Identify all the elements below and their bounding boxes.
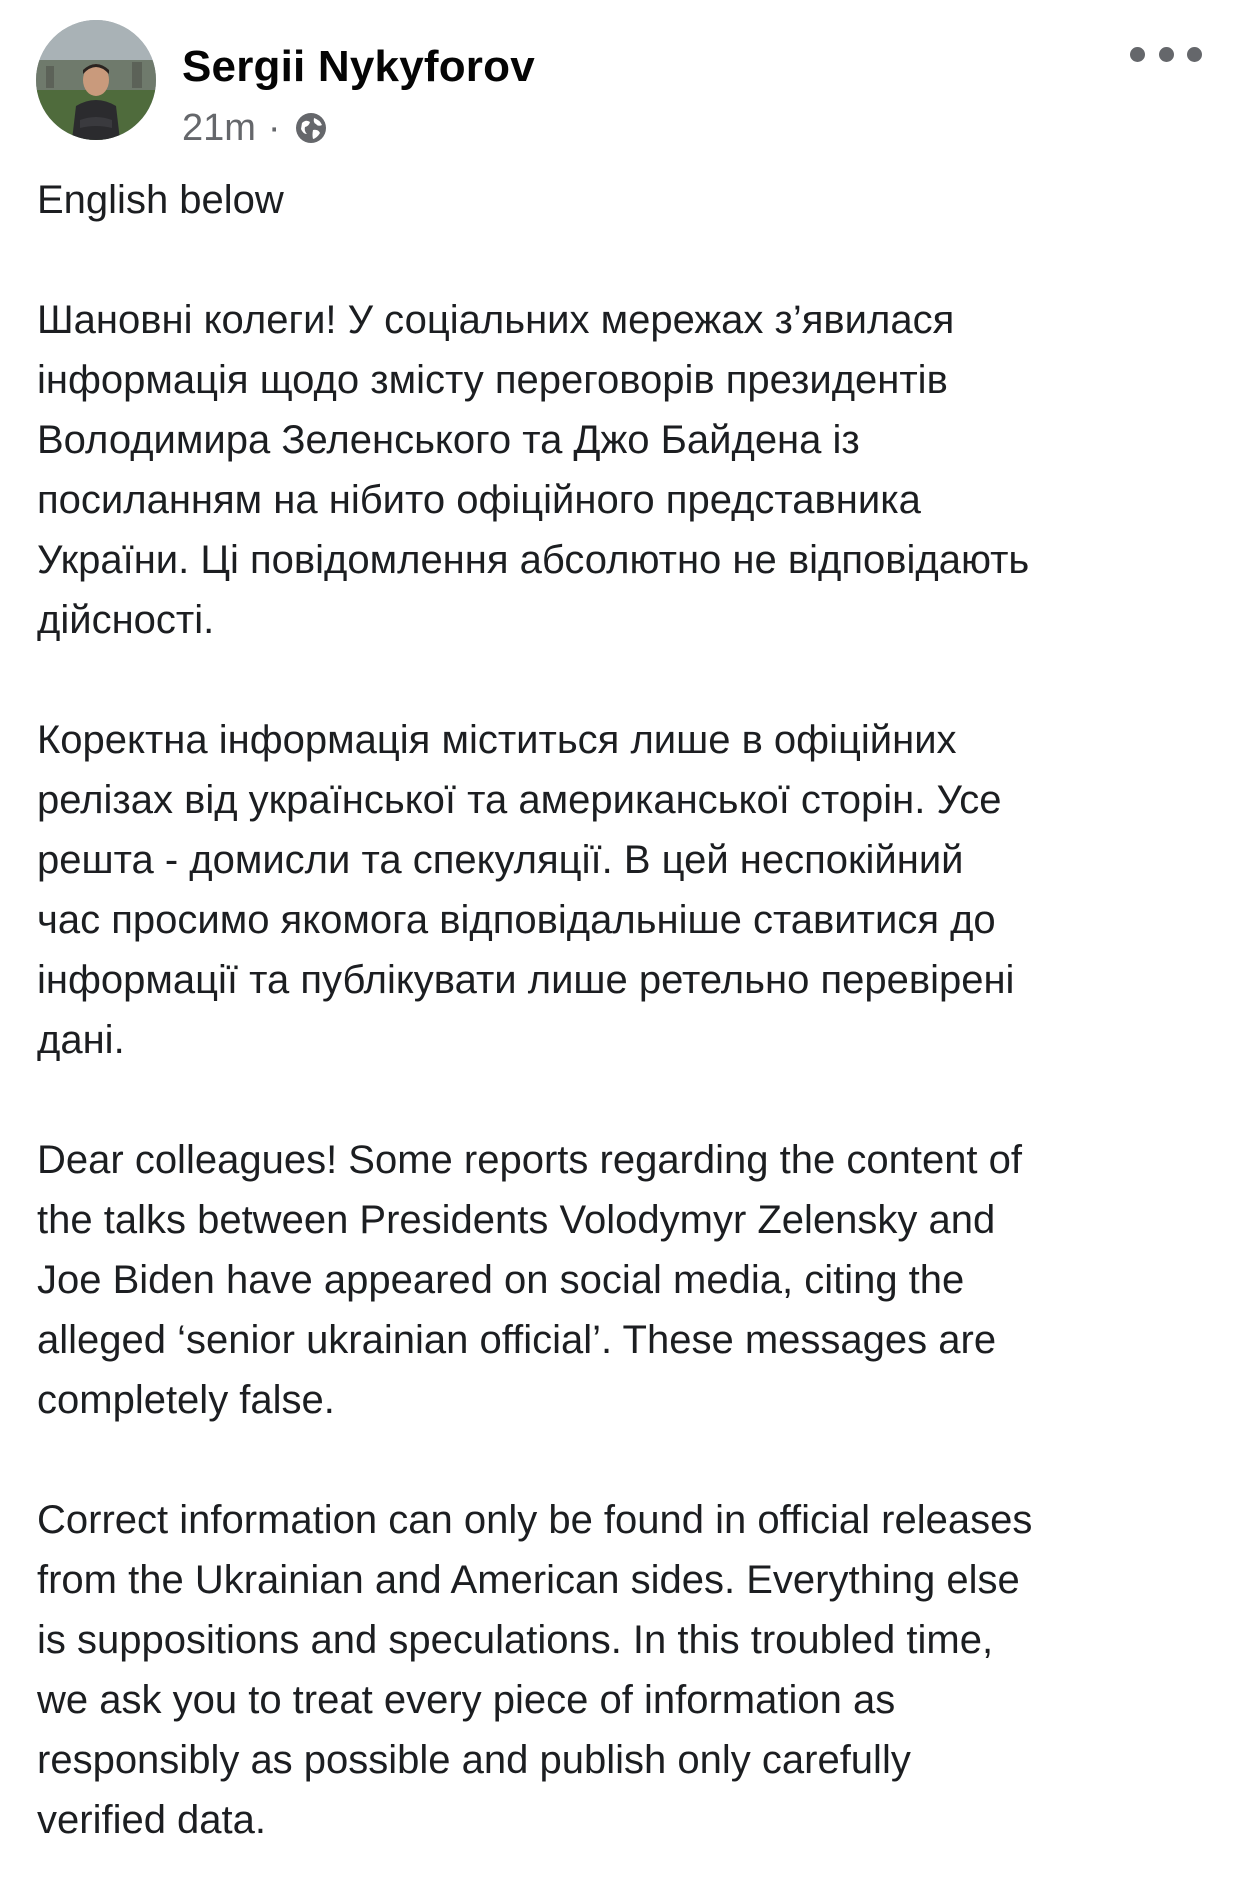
avatar-photo	[36, 20, 156, 140]
post-paragraph	[37, 1130, 1212, 1430]
globe-icon[interactable]	[293, 110, 329, 146]
paragraph-line: релізах від української та американської сторін. Усе	[37, 778, 1002, 822]
paragraph-line: Шановні колеги! У соціальних мережах з’явилася	[37, 298, 955, 342]
paragraph-line: інформація щодо змісту переговорів президентів	[37, 358, 948, 402]
more-dot	[1159, 47, 1174, 62]
paragraph-line: Володимира Зеленського та Джо Байдена із	[37, 418, 860, 462]
paragraph-line: інформації та публікувати лише ретельно перевірені	[37, 958, 1015, 1002]
paragraph-line: Коректна інформація міститься лише в офіційних	[37, 718, 957, 762]
author-name[interactable]: Sergii Nykyforov	[182, 42, 535, 91]
post-header	[36, 20, 1206, 148]
paragraph-line: we ask you to treat every piece of information as	[37, 1678, 896, 1722]
paragraph-line: is suppositions and speculations. In this troubled time,	[37, 1618, 994, 1662]
paragraph-line: Dear colleagues! Some reports regarding the content of	[37, 1138, 1023, 1182]
paragraph-line: responsibly as possible and publish only carefully	[37, 1738, 911, 1782]
post-timestamp[interactable]: 21m	[182, 106, 256, 149]
post-body	[37, 170, 1212, 1850]
paragraph-line: verified data.	[37, 1798, 267, 1842]
more-options-icon[interactable]	[1126, 34, 1206, 74]
post-paragraph	[37, 290, 1212, 650]
paragraph-line: English below	[37, 178, 284, 222]
more-dot	[1130, 47, 1145, 62]
post-paragraph	[37, 1490, 1212, 1850]
author-avatar[interactable]	[36, 20, 156, 140]
post-meta	[182, 104, 329, 152]
paragraph-line: України. Ці повідомлення абсолютно не відповідають	[37, 538, 1030, 582]
paragraph-line: посиланням на нібито офіційного представника	[37, 478, 921, 522]
paragraph-line: completely false.	[37, 1378, 335, 1422]
paragraph-line: Joe Biden have appeared on social media, citing the	[37, 1258, 965, 1302]
meta-separator: ·	[267, 106, 281, 149]
post-paragraph	[37, 710, 1212, 1070]
paragraph-line: the talks between Presidents Volodymyr Zelensky and	[37, 1198, 996, 1242]
paragraph-line: дійсності.	[37, 598, 215, 642]
paragraph-line: alleged ‘senior ukrainian official’. These messages are	[37, 1318, 997, 1362]
post-paragraph	[37, 170, 1212, 230]
paragraph-line: час просимо якомога відповідальніше ставитися до	[37, 898, 996, 942]
paragraph-line: дані.	[37, 1018, 125, 1062]
paragraph-line: Correct information can only be found in official releases	[37, 1498, 1033, 1542]
paragraph-line: решта - домисли та спекуляції. В цей неспокійний	[37, 838, 964, 882]
more-dot	[1187, 47, 1202, 62]
paragraph-line: from the Ukrainian and American sides. Everything else	[37, 1558, 1020, 1602]
